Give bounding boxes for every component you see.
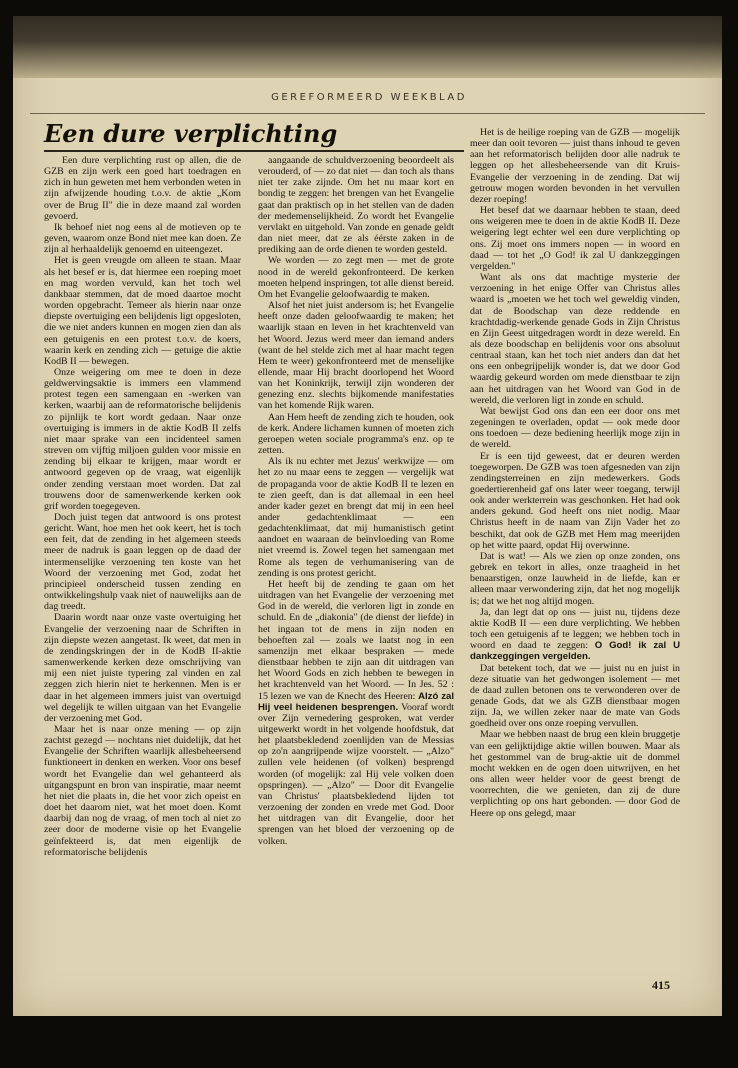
paragraph: Het besef dat we daarnaar hebben te staan, deed ons weigeren mee te doen in de aktie KodB II. Deze weigering legt echter wel een dure verplichting op ons. Zij moet ons immers nopen — in woord en daad — tot het „O God! ik zal U dankzeggingen vergelden." — [470, 205, 680, 272]
paragraph: Het is de heilige roeping van de GZB — mogelijk meer dan ooit tevoren — juist thans inhoud te geven aan het reformatorisch belijden door alle nadruk te leggen op het allesbeheersende van dit Kruis-Evangelie der verzoening in de zending. Dat wij getrouw mogen worden bevonden in het vervullen dezer roeping! — [470, 127, 680, 205]
paragraph: aangaande de schuldverzoening beoordeelt als verouderd, of — zo dat niet — dan toch als thans niet ter zake zijnde. Om het nu maar kort en bondig te zeggen: het brengen van het Evangelie gaat dan praktisch op in het stellen van de daden der medemenselijkheid. Zo wordt het Evangelie vervlakt en uitgehold. Van zonde en genade geldt dan niet meer, dat ze als éérste zaken in de prediking aan de orde dienen te worden gesteld. — [258, 155, 454, 256]
paragraph: Het is geen vreugde om alleen te staan. Maar als het besef er is, dat hiermee een roeping moet en mag worden vervuld, kan het toch wel dankbaar stemmen, dat de moed daartoe mocht worden opgebracht. Temeer als hierin naar onze diepste overtuiging een belijdenis ligt opgesloten, die we niet anders kunnen en mogen zien dan als een getuigenis en een protest t.o.v. de koers, waarin kerk en zending zich — getuige die aktie KodB II — bewegen. — [44, 255, 241, 367]
paragraph: Maar het is naar onze mening — op zijn zachtst gezegd — nochtans niet duidelijk, dat het Evangelie der Schriften waarlijk allesbeheersend funktioneert in denken en werken. Voor ons besef wordt het Evangelie dan wel gehanteerd als uitgangspunt en bron van inspiratie, maar neemt het niet die plaats in, die het voor zich opeist en doet het daarom niet, wat het moet doen. Komt daarbij dan nog de vraag, of men toch al niet zo zeer door de moderne visie op het Evangelie geïnfekteerd is, dat men eigenlijk de reformatorische belijdenis — [44, 723, 241, 858]
paragraph: Daarin wordt naar onze vaste overtuiging het Evangelie der verzoening naar de Schriften in zijn diepste wezen aangetast. Ik weet, dat men in de zendingskringen der in de KodB II-aktie samenwerkende kerken deze omschrijving van mij een niet juiste typering zal vinden en zal zeggen zich hierin niet te herkennen. Men is er daar in het algemeen immers juist van overtuigd wel degelijk te willen uitgaan van het Evangelie der verzoening met God. — [44, 612, 241, 724]
scan-shadow — [13, 16, 722, 78]
paragraph — [470, 607, 680, 663]
paragraph: Aan Hem heeft de zending zich te houden, ook de kerk. Andere lichamen kunnen of moeten zich geroepen weten sociale programma's enz. op te zetten. — [258, 411, 454, 457]
paragraph: Doch juist tegen dat antwoord is ons protest gericht. Want, hoe men het ook keert, het is toch een feit, dat de zending in het algemeen steeds meer de nadruk is gaan leggen op de daad der intermenselijke verzoening ten koste van het Woord der verzoening met God, zodat het principieel onderscheid tussen zending en ontwikkelingshulp vaak niet of nauwelijks aan de dag treedt. — [44, 512, 241, 613]
paragraph-text: Het heeft bij de zending te gaan om het uitdragen van het Evangelie der verzoening met God in de wereld, die verloren ligt in zonde en schuld. En de „diakonia" (de dienst der liefde) in het ingaan tot de mens in zijn noden en behoeften zal — zoals we laatst nog in een samenzijn met elkaar bespraken — mede dienstbaar hebben te zijn aan dit uitdragen van het Woord Gods en zich hebben te bewegen in het krachtenveld van het Woord. — In Jes. 52 : 15 lezen we van de Knecht des Heeren: — [258, 578, 454, 702]
paragraph: Een dure verplichting rust op allen, die de GZB en zijn werk een goed hart toedragen en zich in hun geweten met hem verbonden weten in zijn afwijzende houding t.o.v. de aktie „Kom over de Brug II" die in deze maand zal worden gevoerd. — [44, 155, 241, 222]
paragraph: Ik behoef niet nog eens al de motieven op te geven, waarom onze Bond niet mee kan doen. Ze zijn al herhaaldelijk genoemd en uiteengezet. — [44, 221, 241, 256]
bold-quote: Alzó zal Hij veel heidenen besprengen. — [258, 690, 454, 713]
column-3 — [470, 127, 680, 959]
bold-quote: O God! ik zal U dankzeggingen vergelden. — [470, 640, 680, 663]
paragraph: Als ik nu echter met Jezus' werkwijze — om het zo nu maar eens te zeggen — vergelijk wat de propaganda voor de aktie KodB II te lezen en te zien geeft, dan is dat allemaal in een heel ander kader gezet en brengt dat mij in een heel ander gedachtenklimaat — een gedachtenklimaat, dat mij humanistisch getint aandoet en waaraan de beïnvloeding van Rome niet vreemd is. Zowel tegen het samengaan met Rome als tegen de verhumanisering van de zending is ons protest gericht. — [258, 456, 454, 579]
article-title: Een dure verplichting — [44, 119, 338, 148]
paragraph-text: Vooraf wordt over Zijn vernedering gesproken, wat verder uitgewerkt wordt in het volgende hoofdstuk, dat het plaatsbekledend zoenlijden van de Messias op zo'n aangrijpende wijze voorstelt. — „Alzo" zullen vele heidenen (of volken) besprengd worden (of mogelijk: zal Hij vele volken doen opspringen). — „Alzo" — Door dit Evangelie van Christus' plaatsbekledend lijden tot verzoening der zonden en vrede met God. Door het uitdragen van dit Evangelie, door het sprengen van het bloed der verzoening op de volken. — [258, 701, 454, 847]
paragraph: Dat is wat! — Als we zien op onze zonden, ons gebrek en tekort in alles, onze traagheid in het benaarstigen, onze lauwheid in de liefde, kan er alleen maar verwondering zijn, dat het nog mogelijk is; dat we het nog altijd mogen. — [470, 550, 680, 607]
paragraph: Alsof het niet juist andersom is; het Evangelie heeft onze daden geloofwaardig te maken; het waarlijk staan en leven in het krachtenveld van het Woord. Jezus werd meer dan iemand anders (want de hel stelde zich met al haar macht tegen Hem te weer) gekonfronteerd met de menselijke ellende, maar Hij bracht doorlopend het Woord van het Koninkrijk, terwijl zijn wonderen der genezing enz. slechts bijkomende manifestaties van het komende Rijk waren. — [258, 300, 454, 412]
column-2 — [258, 155, 454, 1007]
header-rule — [30, 113, 705, 114]
paragraph — [258, 579, 454, 847]
paragraph: Maar we hebben naast de brug een klein bruggetje van een gelijktijdige aktie willen bouwen. Maar als het gestommel van de brug-aktie uit de dommel mocht wekken en de ogen doen uitwrijven, en het ons allen weer helder voor de geest brengt de voorrechten, die we genieten, dan zij de dure verplichting op ons hart gebonden. — door God de Heere op ons gelegd, maar — [470, 729, 680, 819]
column-1 — [44, 155, 241, 1007]
paragraph: Er is een tijd geweest, dat er deuren werden toegeworpen. De GZB was toen afgesneden van zijn zendingsterreinen en zijn medewerkers. Gods goedertierenheid gaf ons later weer toegang, terwijl ook ander werkterrein was geschonken. Het had ook anders gekund. God heeft ons niet nodig. Maar Christus heeft in de naam van Zijn Vader het zo beschikt, dat ook de GZB met Hem mag meerijden op het witte paard, opdat Hij overwinne. — [470, 450, 680, 551]
paragraph: Onze weigering om mee te doen in deze geldwervingsaktie is immers een vlammend protest tegen een samengaan en -werken van kerken, waarbij aan de reformatorische belijdenis zo pijnlijk te kort wordt gedaan. Naar onze overtuiging is immers in de aktie KodB II zelfs niet maar sprake van een incidenteel samen streven om vijftig miljoen gulden voor missie en zending bij elkaar te krijgen, maar wordt er antwoord gegeven op de vraag, wat eigenlijk onder zending verstaan moet worden. Dat zal trouwens door de samenwerkende kerken ook grif worden toegegeven. — [44, 366, 241, 512]
paragraph: Wat bewijst God ons dan een eer door ons met zegeningen te overladen, opdat — ook mede door ons toedoen — deze bediening heerlijk moge zijn in de wereld. — [470, 405, 680, 451]
paragraph: Want als ons dat machtige mysterie der verzoening in het enige Offer van Christus alles waard is „moeten we het toch wel geweldig vinden, dat de Boodschap van deze reddende en krachtdadig-werkende genade Gods in Zijn Christus en Zijn Geest uitgedragen wordt in deze wereld. En als deze boodschap en belijdenis voor ons absoluut centraal staan, kan het toch niet anders dan dat het ons een onbegrijpelijk wonder is, dat we door God waardig gekeurd worden om mede dienstbaar te zijn aan het uitdragen van het Woord van God in de wereld, die verloren ligt in zonde en schuld. — [470, 272, 680, 406]
title-rule — [44, 150, 464, 152]
paragraph: Dat betekent toch, dat we — juist nu en juist in deze situatie van het gedwongen isolement — met de daad zullen betonen ons te verwonderen over de genade Gods, dat we als GZB dienstbaar mogen zijn. Ja, we willen zeker naar de mate van Gods goedheid over ons onze roeping vervullen. — [470, 662, 680, 730]
paragraph: We worden — zo zegt men — met de grote nood in de wereld gekonfronteerd. De kerken moeten helpend inspringen, tot alle dienst bereid. Om het Evangelie geloofwaardig te maken. — [258, 255, 454, 300]
paragraph-text: Ja, dan legt dat op ons — juist nu, tijdens deze aktie KodB II — een dure verplichting. We hebben toch een getuigenis af te leggen; we hebben toch in woord en daad te zeggen: — [470, 606, 680, 652]
page-number: 415 — [652, 978, 670, 992]
running-header: GEREFORMEERD WEEKBLAD — [271, 92, 467, 103]
